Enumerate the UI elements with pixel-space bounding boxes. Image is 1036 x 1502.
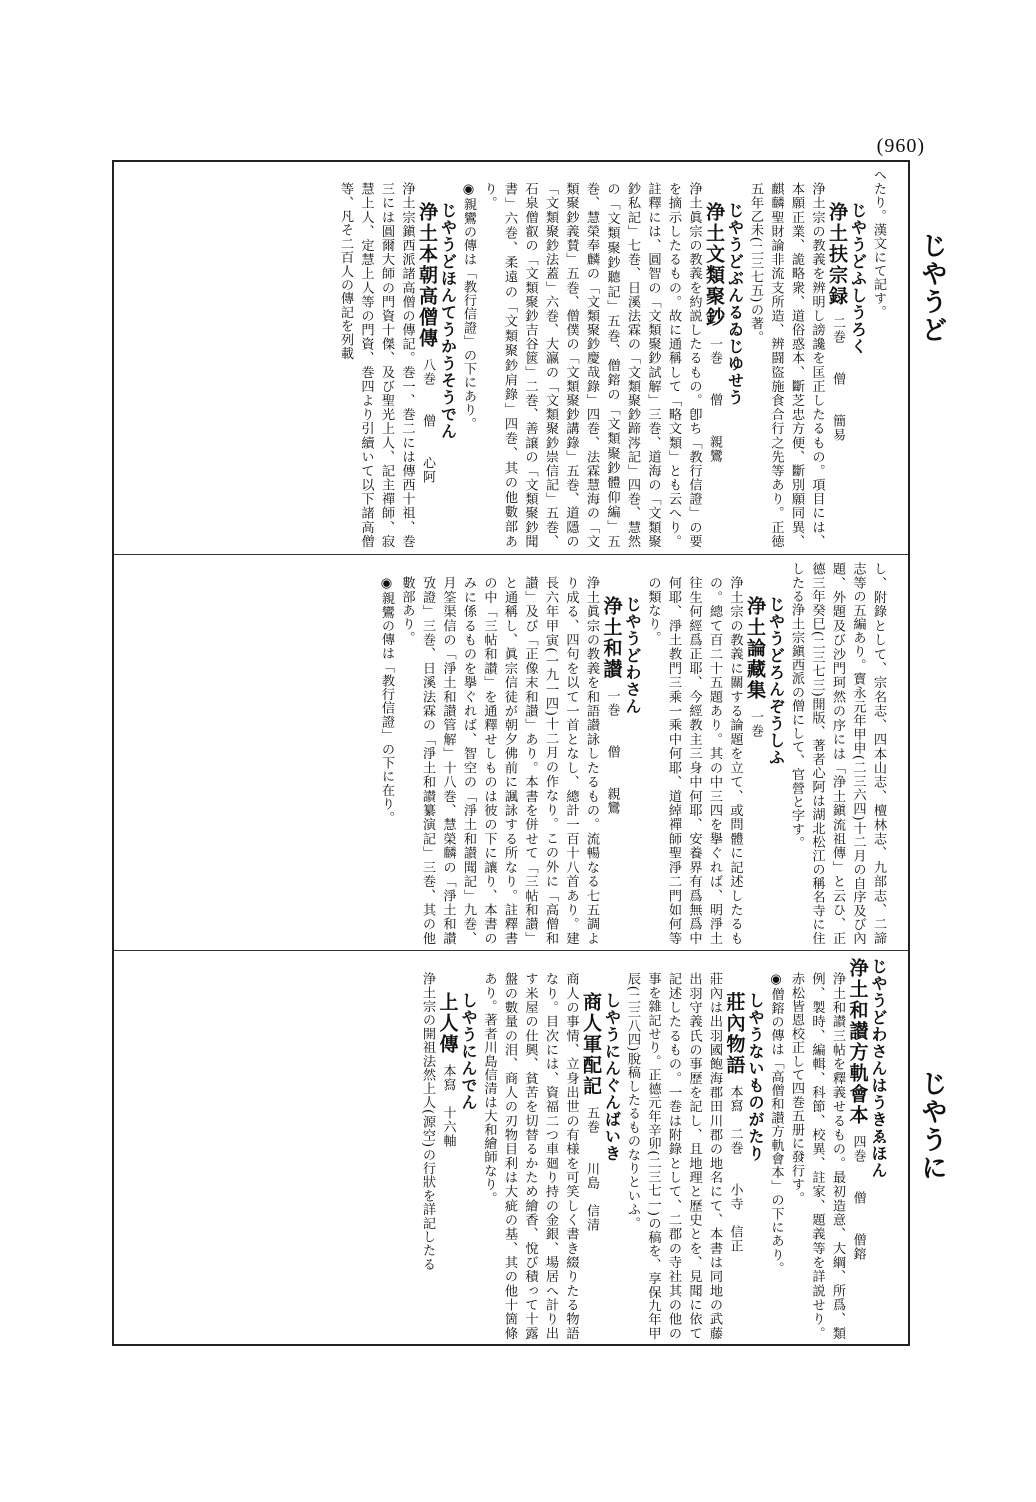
entry-reading: しやうにんでん — [459, 992, 478, 1111]
entry-jodo-wasan — [601, 596, 642, 945]
entry-title: 浄土和讃方軌會本 — [846, 958, 869, 1126]
continuation-text: へたり。漢文にて記す。 — [871, 168, 886, 319]
entry-body: 浄土和讃三帖を釋義せるもの。最初造意、大綱、所爲、類例、製時、編輯、科節、校異、註家、題義等を詳説せり。赤松皆恩校正して四巻五册に發行す。 — [789, 972, 845, 1340]
entry-shonin-den — [437, 992, 478, 1340]
entry-volumes-author: 本寫 二巻 小寺 信正 — [727, 1084, 743, 1253]
entry-body: 浄土宗鎭西派諸高僧の傳記。巻一、巻二には傳西十祖、巻三には圓爾大師の門資十傑、及び聖光上人、記主禪師、寂慧上人、定慧上人等の門資、巻四より引續いて以下諸高僧等、凡そ二百人の傳記を列載 — [338, 182, 415, 548]
entry-title: 浄土本朝高僧傳 — [416, 202, 438, 349]
entry-volumes-author: 二巻 僧 簡易 — [830, 315, 845, 442]
entry-volumes-author: 五巻 川島 信清 — [584, 1105, 599, 1232]
segment-divider-upper — [114, 554, 908, 555]
continuation-text: し、附錄として、宗名志、四本山志、檀林志、九部志、二諦志等の五編あり。寳永元年甲申(二三六四)十二月の自序及び內題、外題及び沙門珂然の序には「浄土鎭流祖傳」と云ひ、正德三年癸巳(二三七三)開版、著者心阿は湖北松江の稱名寺に住したる浄土宗鎭西派の僧にして、官營と字す。 — [789, 562, 886, 945]
entry-body: 浄土眞宗の教義を約説したるもの。卽ち「教行信證」の要を摘示したるもの。故に通稱して「略文類」とも云へり。註釋には、圓智の「文類聚鈔試解」三巻、道海の「文類聚鈔私記」七巻、日溪法霖の「文類聚鈔蹄涔記」四巻、慧然の「文類聚鈔聽記」五巻、僧鎔の「文類聚鈔體仰編」五巻、慧榮奉麟の「文類聚鈔慶哉錄」四巻、法霖慧海の「文類聚鈔義賛」五巻、僧僕の「文類聚鈔講錄」五巻、道隱の「文類聚鈔法蓋」六巻、大瀛の「文類聚鈔崇信記」五巻、石泉僧叡の「文類聚鈔吉谷篋」二巻、善譲の「文類聚鈔聞書」六巻、柔遠の「文類聚鈔肩錄」四巻、其の他數部あり。 — [481, 182, 702, 548]
running-header-left: じやうに — [917, 1070, 947, 1182]
entry-title: 莊內物語 — [723, 992, 746, 1076]
entry-reading: じやうどわさんはうきゑほん — [869, 958, 888, 1179]
bottom-segment — [118, 958, 888, 1340]
entry-jodo-ronzoshu — [745, 596, 786, 945]
entry-jodo-fushuroku — [827, 202, 868, 548]
entry-title: 商人軍配記 — [580, 992, 602, 1097]
entry-title: 浄土論藏集 — [744, 596, 766, 701]
entry-reading: しやうないものがたり — [746, 992, 765, 1162]
entry-body: 浄土眞宗の教義を和語讃詠したるもの。流暢なる七五調より成る、四句を以て一首となし、總計一百十八首あり。建長六年甲寅(一九一四)十二月の作なり。この外に「高僧和讃」及び「正像末和讃」あり。本書を併せて「三帖和讃」と通稱し、眞宗信徒が朝夕佛前に諷詠する所なり。註釋書の中「三帖和讃」を通釋せしものは彼の下に讓り、本書のみに係るものを擧ぐれば、智空の「淨土和讃聞記」九巻、月筌渠信の「淨土和讃管解」十八巻、慧榮麟の「淨土和讃攷證」三巻、日溪法霖の「淨土和讃纂演記」三巻、其の他數部あり。 — [399, 576, 599, 945]
entry-body: 商人の事情、立身出世の有様を可笑しく書き綴りたる物語なり。目次には、資福二つ車廻り持の金銀、場居へ計り出す米屋の仕興、貧苦を切替るかため繪香、悅び積って十露盤の數量の泪、商人の刃物目利は大疵の基、其の他十箇條あり。著者川島信清は大和繪師なり。 — [481, 972, 579, 1340]
entry-shonai-monogatari — [724, 992, 765, 1340]
entry-jodo-honcho-koso-den — [417, 202, 458, 548]
segment-divider-lower — [114, 950, 908, 951]
entry-jodo-wasan-hoki-ehon — [847, 958, 888, 1340]
top-segment — [118, 168, 888, 548]
entry-reading: しやうにんぐんばいき — [602, 992, 622, 1162]
entry-body: 浄土宗の教義を辨明し謗讒を匡正したるもの。項目には、本願正業、詭略衆、道俗惑本、斷芝忠方便、斷別願同異、麒麟聖財論非流支所造、辨闘盜施食合行之先等あり。正徳五年乙未(二三七五)の著。 — [748, 182, 825, 548]
entry-volumes-author: 一巻 — [748, 709, 763, 738]
entry-shonin-gunbaiki — [581, 992, 622, 1340]
page-number: (960) — [876, 135, 925, 157]
entry-volumes-author: 一巻 僧 親鸞 — [707, 336, 722, 463]
entry-jodo-monruijusho — [704, 202, 745, 548]
entry-reading: じやうどぶんるゐじゆせう — [725, 202, 745, 406]
entry-body: 浄土宗の教義に關する論題を立て、或問體に記述したるもの。總て百二十五題あり。其の中三四を擧ぐれば、明淨土往生何經爲正耶、今經教主三身中何耶、安養界有爲無爲中何耶、淨土教門三乘一乘中何耶、道綽禪師聖淨二門如何等の類なり。 — [645, 576, 743, 945]
entry-title: 上人傳 — [436, 992, 459, 1055]
running-header-right: じやうど — [917, 232, 947, 344]
entry-title: 浄土扶宗録 — [826, 202, 848, 307]
entry-reading: じやうどほんてうかうそうでん — [438, 202, 458, 440]
entry-volumes-author: 一巻 僧 親鸞 — [604, 688, 620, 815]
entry-note: ◉親鸞の傳は「教行信證」の下に在り。 — [379, 576, 394, 825]
entry-note: ◉親鸞の傳は「教行信證」の下にあり。 — [461, 182, 476, 431]
entry-body: 莊內は出羽國飽海郡田川郡の地名にて、本書は同地の武藤出羽守義氏の事歷を記し、且地理と歷史とを、見聞に依て記述したるもの。一巻は附錄として、二郡の寺社其の他の事を雜記せり。正德元年辛卯(二三七一)の稿を、享保九年甲辰(二三八四)脫稿したるものなりといふ。 — [625, 972, 722, 1340]
entry-reading: じやうどわさん — [623, 596, 642, 715]
entry-title: 浄土文類聚鈔 — [703, 202, 725, 328]
entry-reading: じやうどふしうろく — [848, 202, 868, 355]
entry-volumes-author: 四巻 僧 僧鎔 — [850, 1134, 866, 1261]
entry-note: ◉僧鎔の傳は「高僧和讃方軌會本」の下にあり。 — [768, 972, 784, 1276]
entry-title: 浄土和讃 — [600, 596, 623, 680]
entry-volumes-author: 八巻 僧 心阿 — [420, 357, 435, 484]
entry-volumes-author: 本寫 十六軸 — [440, 1063, 456, 1148]
entry-body: 浄土宗の開祖法然上人(源空)の行狀を詳記したる — [420, 972, 435, 1271]
entry-reading: じやうどろんぞうしふ — [766, 596, 786, 766]
middle-segment — [118, 562, 888, 945]
